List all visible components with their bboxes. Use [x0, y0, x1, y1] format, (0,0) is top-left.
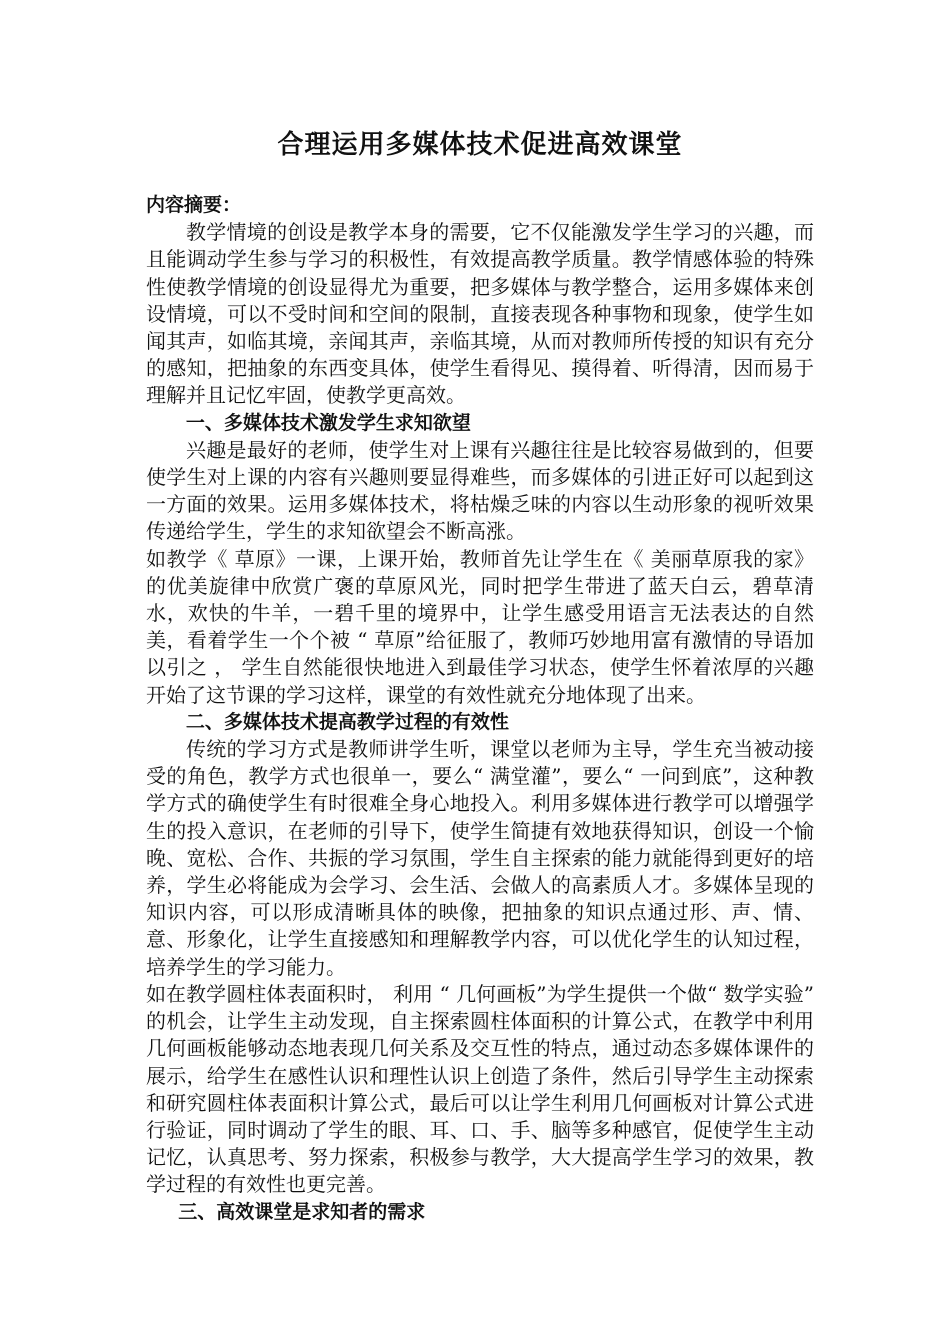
- section-1-paragraph-1: 兴趣是最好的老师，使学生对上课有兴趣往往是比较容易做到的，但要使学生对上课的内容有兴趣则要显得难些，而多媒体的引进正好可以起到这一方面的效果。运用多媒体技术，将枯燥乏味的内容以生动形象的视听效果传递给学生，学生的求知欲望会不断高涨。: [146, 437, 814, 544]
- section-1-paragraph-2: 如教学《 草原》一课，上课开始，教师首先让学生在《 美丽草原我的家》的优美旋律中欣赏广褒的草原风光，同时把学生带进了蓝天白云，碧草清水，欢快的牛羊，一碧千里的境界中，让学生感受用语言无法表达的自然美，看着学生一个个被 “ 草原”给征服了，教师巧妙地用富有激情的导语加以引之 ， 学生自然能很快地进入到最佳学习状态，使学生怀着浓厚的兴趣开始了这节课的学习这样，课堂的有效性就充分地体现了出来。: [146, 546, 814, 707]
- section-1-heading: 一、多媒体技术激发学生求知欲望: [185, 411, 471, 434]
- section-3-heading: 三、高效课堂是求知者的需求: [178, 1200, 426, 1223]
- section-2-paragraph-1: 传统的学习方式是教师讲学生听，课堂以老师为主导，学生充当被动接受的角色，教学方式也很单一，要么“ 满堂灌”，要么“ 一问到底”，这种教学方式的确使学生有时很难全身心地投入。利用多媒体进行教学可以增强学生的投入意识，在老师的引导下，使学生简捷有效地获得知识，创设一个愉晚、宽松、合作、共振的学习氛围，学生自主探索的能力就能得到更好的培养，学生必将能成为会学习、会生活、会做人的高素质人才。多媒体呈现的知识内容，可以形成清晰具体的映像，把抽象的知识点通过形、声、情、意、形象化，让学生直接感知和理解教学内容，可以优化学生的认知过程，培养学生的学习能力。: [146, 737, 814, 979]
- section-2-paragraph-2: 如在教学圆柱体表面积时， 利用 “ 几何画板”为学生提供一个做“ 数学实验” 的机会，让学生主动发现，自主探索圆柱体面积的计算公式，在教学中利用几何画板能够动态地表现几何关系及交互性的特点，通过动态多媒体课件的展示，给学生在感性认识和理性认识上创造了条件，然后引导学生主动探索和研究圆柱体表面积计算公式，最后可以让学生利用几何画板对计算公式进行验证，同时调动了学生的眼、耳、口、手、脑等多种感官，促使学生主动记忆，认真思考、努力探索，积极参与教学，大大提高学生学习的效果，教学过程的有效性也更完善。: [146, 981, 814, 1197]
- abstract-label: 内容摘要：: [146, 194, 242, 216]
- abstract-paragraph: 教学情境的创设是教学本身的需要，它不仅能激发学生学习的兴趣，而且能调动学生参与学习的积极性，有效提高教学质量。教学情感体验的特殊性使教学情境的创设显得尤为重要，把多媒体与教学整合，运用多媒体来创设情境，可以不受时间和空间的限制，直接表现各种事物和现象，使学生如闻其声，如临其境，亲闻其声，亲临其境，从而对教师所传授的知识有充分的感知，把抽象的东西变具体，使学生看得见、摸得着、听得清，因而易于理解并且记忆牢固，使教学更高效。: [146, 220, 814, 408]
- section-2-heading: 二、多媒体技术提高教学过程的有效性: [185, 710, 509, 733]
- document-page: [146, 128, 814, 1226]
- document-title: 合理运用多媒体技术促进高效课堂: [277, 130, 683, 160]
